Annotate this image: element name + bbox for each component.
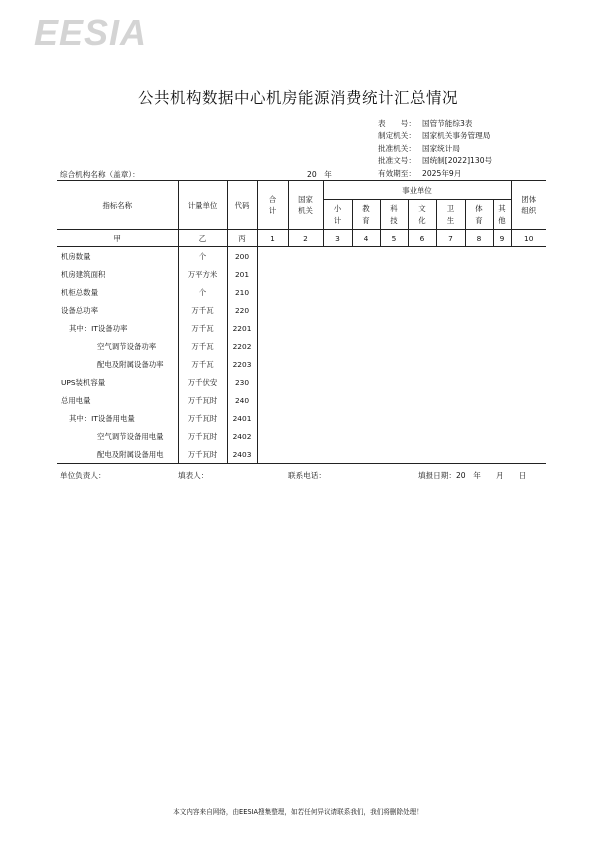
value-cell[interactable] (493, 265, 511, 283)
value-cell[interactable] (323, 409, 352, 427)
value-cell[interactable] (465, 409, 493, 427)
value-cell[interactable] (493, 355, 511, 373)
column-index-cell: 9 (493, 230, 511, 247)
value-cell[interactable] (380, 391, 408, 409)
header-total: 合 计 (257, 181, 288, 230)
value-cell[interactable] (493, 373, 511, 391)
value-cell[interactable] (408, 355, 436, 373)
column-index-cell: 丙 (227, 230, 257, 247)
value-cell[interactable] (436, 445, 465, 464)
value-cell[interactable] (408, 247, 436, 266)
value-cell[interactable] (323, 283, 352, 301)
table-row (57, 427, 546, 445)
row-unit: 万千瓦 (178, 337, 227, 355)
value-cell[interactable] (436, 373, 465, 391)
value-cell[interactable] (323, 355, 352, 373)
value-cell[interactable] (511, 409, 546, 427)
value-cell[interactable] (257, 283, 288, 301)
value-cell[interactable] (408, 283, 436, 301)
value-cell[interactable] (257, 373, 288, 391)
value-cell[interactable] (323, 427, 352, 445)
footer-phone-label: 联系电话： (288, 471, 326, 480)
value-cell[interactable] (380, 355, 408, 373)
column-index-cell: 6 (408, 230, 436, 247)
value-cell[interactable] (436, 319, 465, 337)
value-cell[interactable] (288, 427, 323, 445)
value-cell[interactable] (380, 265, 408, 283)
column-index-cell: 甲 (57, 230, 178, 247)
row-indicator-name: 机房数量 (61, 251, 91, 261)
value-cell[interactable] (511, 391, 546, 409)
value-cell[interactable] (465, 355, 493, 373)
value-cell[interactable] (436, 265, 465, 283)
value-cell[interactable] (511, 427, 546, 445)
value-cell[interactable] (493, 445, 511, 464)
row-unit: 万千瓦 (178, 319, 227, 337)
value-cell[interactable] (257, 409, 288, 427)
statistics-table (57, 180, 546, 464)
value-cell[interactable] (352, 265, 380, 283)
footer-head-label: 单位负责人： (60, 471, 106, 480)
header-inst-culture: 文 化 (408, 200, 436, 230)
value-cell[interactable] (352, 409, 380, 427)
value-cell[interactable] (288, 409, 323, 427)
row-indicator-name: 其中：IT设备功率 (69, 323, 128, 333)
value-cell[interactable] (257, 247, 288, 266)
value-cell[interactable] (288, 355, 323, 373)
value-cell[interactable] (323, 247, 352, 266)
header-inst-science: 科 技 (380, 200, 408, 230)
row-unit: 万千瓦时 (178, 391, 227, 409)
meta-row: 表 号： 国管节能综3表 (378, 119, 473, 128)
value-cell[interactable] (288, 301, 323, 319)
value-cell[interactable] (380, 301, 408, 319)
value-cell[interactable] (465, 373, 493, 391)
row-code: 2202 (227, 337, 257, 355)
row-unit: 个 (178, 283, 227, 301)
value-cell[interactable] (352, 427, 380, 445)
table-row (57, 301, 546, 319)
value-cell[interactable] (511, 265, 546, 283)
value-cell[interactable] (493, 337, 511, 355)
row-indicator-name: 空气调节设备用电量 (97, 431, 164, 441)
value-cell[interactable] (511, 319, 546, 337)
value-cell[interactable] (323, 373, 352, 391)
row-indicator-name: 机柜总数量 (61, 287, 98, 297)
row-code: 200 (227, 247, 257, 266)
row-unit: 万千瓦 (178, 301, 227, 319)
value-cell[interactable] (408, 409, 436, 427)
org-name-label: 综合机构名称（盖章）： (60, 170, 140, 179)
value-cell[interactable] (380, 337, 408, 355)
column-index-cell: 10 (511, 230, 546, 247)
meta-row: 批准文号： 国统制[2022]130号 (378, 156, 493, 166)
value-cell[interactable] (465, 391, 493, 409)
value-cell[interactable] (493, 427, 511, 445)
value-cell[interactable] (380, 445, 408, 464)
value-cell[interactable] (257, 301, 288, 319)
value-cell[interactable] (380, 427, 408, 445)
row-code: 230 (227, 373, 257, 391)
value-cell[interactable] (493, 283, 511, 301)
value-cell[interactable] (465, 301, 493, 319)
meta-row: 制定机关： 国家机关事务管理局 (378, 131, 491, 141)
value-cell[interactable] (465, 283, 493, 301)
header-code: 代码 (227, 181, 257, 230)
row-indicator-name: 机房建筑面积 (61, 269, 106, 279)
value-cell[interactable] (257, 355, 288, 373)
column-index-cell: 1 (257, 230, 288, 247)
value-cell[interactable] (288, 283, 323, 301)
value-cell[interactable] (257, 265, 288, 283)
value-cell[interactable] (352, 301, 380, 319)
meta-row: 有效期至： 2025年9月 (378, 168, 462, 178)
column-index-cell: 8 (465, 230, 493, 247)
value-cell[interactable] (323, 391, 352, 409)
value-cell[interactable] (288, 445, 323, 464)
row-code: 2401 (227, 409, 257, 427)
value-cell[interactable] (436, 355, 465, 373)
value-cell[interactable] (436, 283, 465, 301)
value-cell[interactable] (323, 337, 352, 355)
row-unit: 万千伏安 (178, 373, 227, 391)
row-unit: 万平方米 (178, 265, 227, 283)
value-cell[interactable] (511, 247, 546, 266)
table-row (57, 337, 546, 355)
row-code: 2403 (227, 445, 257, 464)
value-cell[interactable] (465, 337, 493, 355)
row-code: 240 (227, 391, 257, 409)
value-cell[interactable] (380, 409, 408, 427)
header-inst-education: 教 育 (352, 200, 380, 230)
value-cell[interactable] (436, 337, 465, 355)
value-cell[interactable] (408, 301, 436, 319)
value-cell[interactable] (257, 337, 288, 355)
row-code: 210 (227, 283, 257, 301)
header-inst-other: 其 他 (493, 200, 511, 230)
table-row (57, 373, 546, 391)
value-cell[interactable] (511, 283, 546, 301)
header-indicator-name: 指标名称 (57, 181, 178, 230)
value-cell[interactable] (257, 445, 288, 464)
row-indicator-name: UPS装机容量 (61, 377, 106, 387)
row-code: 2201 (227, 319, 257, 337)
value-cell[interactable] (511, 445, 546, 464)
value-cell[interactable] (493, 247, 511, 266)
page-title: 公共机构数据中心机房能源消费统计汇总情况 (137, 89, 458, 107)
column-index-cell: 7 (436, 230, 465, 247)
value-cell[interactable] (288, 391, 323, 409)
value-cell[interactable] (493, 409, 511, 427)
value-cell[interactable] (511, 337, 546, 355)
value-cell[interactable] (436, 391, 465, 409)
row-unit: 万千瓦 (178, 355, 227, 373)
value-cell[interactable] (493, 391, 511, 409)
value-cell[interactable] (493, 301, 511, 319)
value-cell[interactable] (288, 265, 323, 283)
value-cell[interactable] (352, 283, 380, 301)
value-cell[interactable] (408, 337, 436, 355)
row-unit: 万千瓦时 (178, 409, 227, 427)
value-cell[interactable] (511, 373, 546, 391)
table-body (57, 247, 546, 464)
column-index-cell: 4 (352, 230, 380, 247)
value-cell[interactable] (465, 265, 493, 283)
column-index-row (57, 230, 546, 247)
column-index-cell: 5 (380, 230, 408, 247)
value-cell[interactable] (323, 445, 352, 464)
column-index-cell: 2 (288, 230, 323, 247)
table-row (57, 319, 546, 337)
value-cell[interactable] (493, 319, 511, 337)
column-index-cell: 3 (323, 230, 352, 247)
value-cell[interactable] (380, 283, 408, 301)
row-code: 2402 (227, 427, 257, 445)
value-cell[interactable] (288, 337, 323, 355)
value-cell[interactable] (511, 301, 546, 319)
value-cell[interactable] (408, 427, 436, 445)
value-cell[interactable] (465, 319, 493, 337)
value-cell[interactable] (257, 319, 288, 337)
header-institutions: 事业单位 (323, 181, 511, 200)
value-cell[interactable] (465, 445, 493, 464)
value-cell[interactable] (352, 355, 380, 373)
column-index-cell: 乙 (178, 230, 227, 247)
header-unit: 计量单位 (178, 181, 227, 230)
value-cell[interactable] (288, 373, 323, 391)
row-code: 220 (227, 301, 257, 319)
value-cell[interactable] (323, 265, 352, 283)
value-cell[interactable] (352, 319, 380, 337)
table-row (57, 265, 546, 283)
row-indicator-name: 总用电量 (61, 395, 91, 405)
value-cell[interactable] (436, 427, 465, 445)
value-cell[interactable] (408, 445, 436, 464)
row-indicator-name: 其中：IT设备用电量 (69, 413, 135, 423)
value-cell[interactable] (380, 319, 408, 337)
header-inst-health: 卫 生 (436, 200, 465, 230)
value-cell[interactable] (352, 337, 380, 355)
eesia-logo: EESIA (34, 12, 148, 53)
row-indicator-name: 配电及附属设备功率 (97, 359, 164, 369)
header-inst-sports: 体 育 (465, 200, 493, 230)
value-cell[interactable] (511, 355, 546, 373)
table-row (57, 283, 546, 301)
meta-row: 批准机关： 国家统计局 (378, 143, 460, 153)
header-inst-subtotal: 小 计 (323, 200, 352, 230)
value-cell[interactable] (288, 319, 323, 337)
value-cell[interactable] (257, 391, 288, 409)
row-indicator-name: 配电及附属设备用电 (57, 445, 178, 464)
header-gov: 国家 机关 (288, 181, 323, 230)
value-cell[interactable] (352, 373, 380, 391)
value-cell[interactable] (352, 247, 380, 266)
value-cell[interactable] (288, 247, 323, 266)
value-cell[interactable] (380, 247, 408, 266)
row-indicator-name: 空气调节设备功率 (97, 341, 157, 351)
table-row (57, 355, 546, 373)
value-cell[interactable] (408, 265, 436, 283)
value-cell[interactable] (323, 301, 352, 319)
row-code: 2203 (227, 355, 257, 373)
table-row (57, 445, 546, 464)
value-cell[interactable] (323, 319, 352, 337)
copyright-notice: 本文内容来自网络，由EESIA搜集整理，如若任何异议请联系我们，我们将删除处理！ (173, 808, 423, 816)
header-group: 团体 组织 (511, 181, 546, 230)
report-year: 20 年 (307, 170, 332, 179)
value-cell[interactable] (352, 445, 380, 464)
value-cell[interactable] (408, 319, 436, 337)
value-cell[interactable] (436, 301, 465, 319)
row-unit: 万千瓦时 (178, 427, 227, 445)
value-cell[interactable] (436, 247, 465, 266)
row-unit: 个 (178, 247, 227, 266)
value-cell[interactable] (408, 391, 436, 409)
table-row (57, 409, 546, 427)
footer-date-label: 填报日期：20 年 月 日 (418, 471, 527, 480)
form-meta (378, 118, 492, 180)
value-cell[interactable] (352, 391, 380, 409)
value-cell[interactable] (408, 373, 436, 391)
value-cell[interactable] (465, 427, 493, 445)
value-cell[interactable] (436, 409, 465, 427)
row-code: 201 (227, 265, 257, 283)
table-row (57, 247, 546, 266)
table-row (57, 391, 546, 409)
footer-filler-label: 填表人： (178, 471, 209, 480)
value-cell[interactable] (380, 373, 408, 391)
row-unit: 万千瓦时 (178, 445, 227, 464)
row-indicator-name: 设备总功率 (61, 305, 98, 315)
value-cell[interactable] (465, 247, 493, 266)
value-cell[interactable] (257, 427, 288, 445)
